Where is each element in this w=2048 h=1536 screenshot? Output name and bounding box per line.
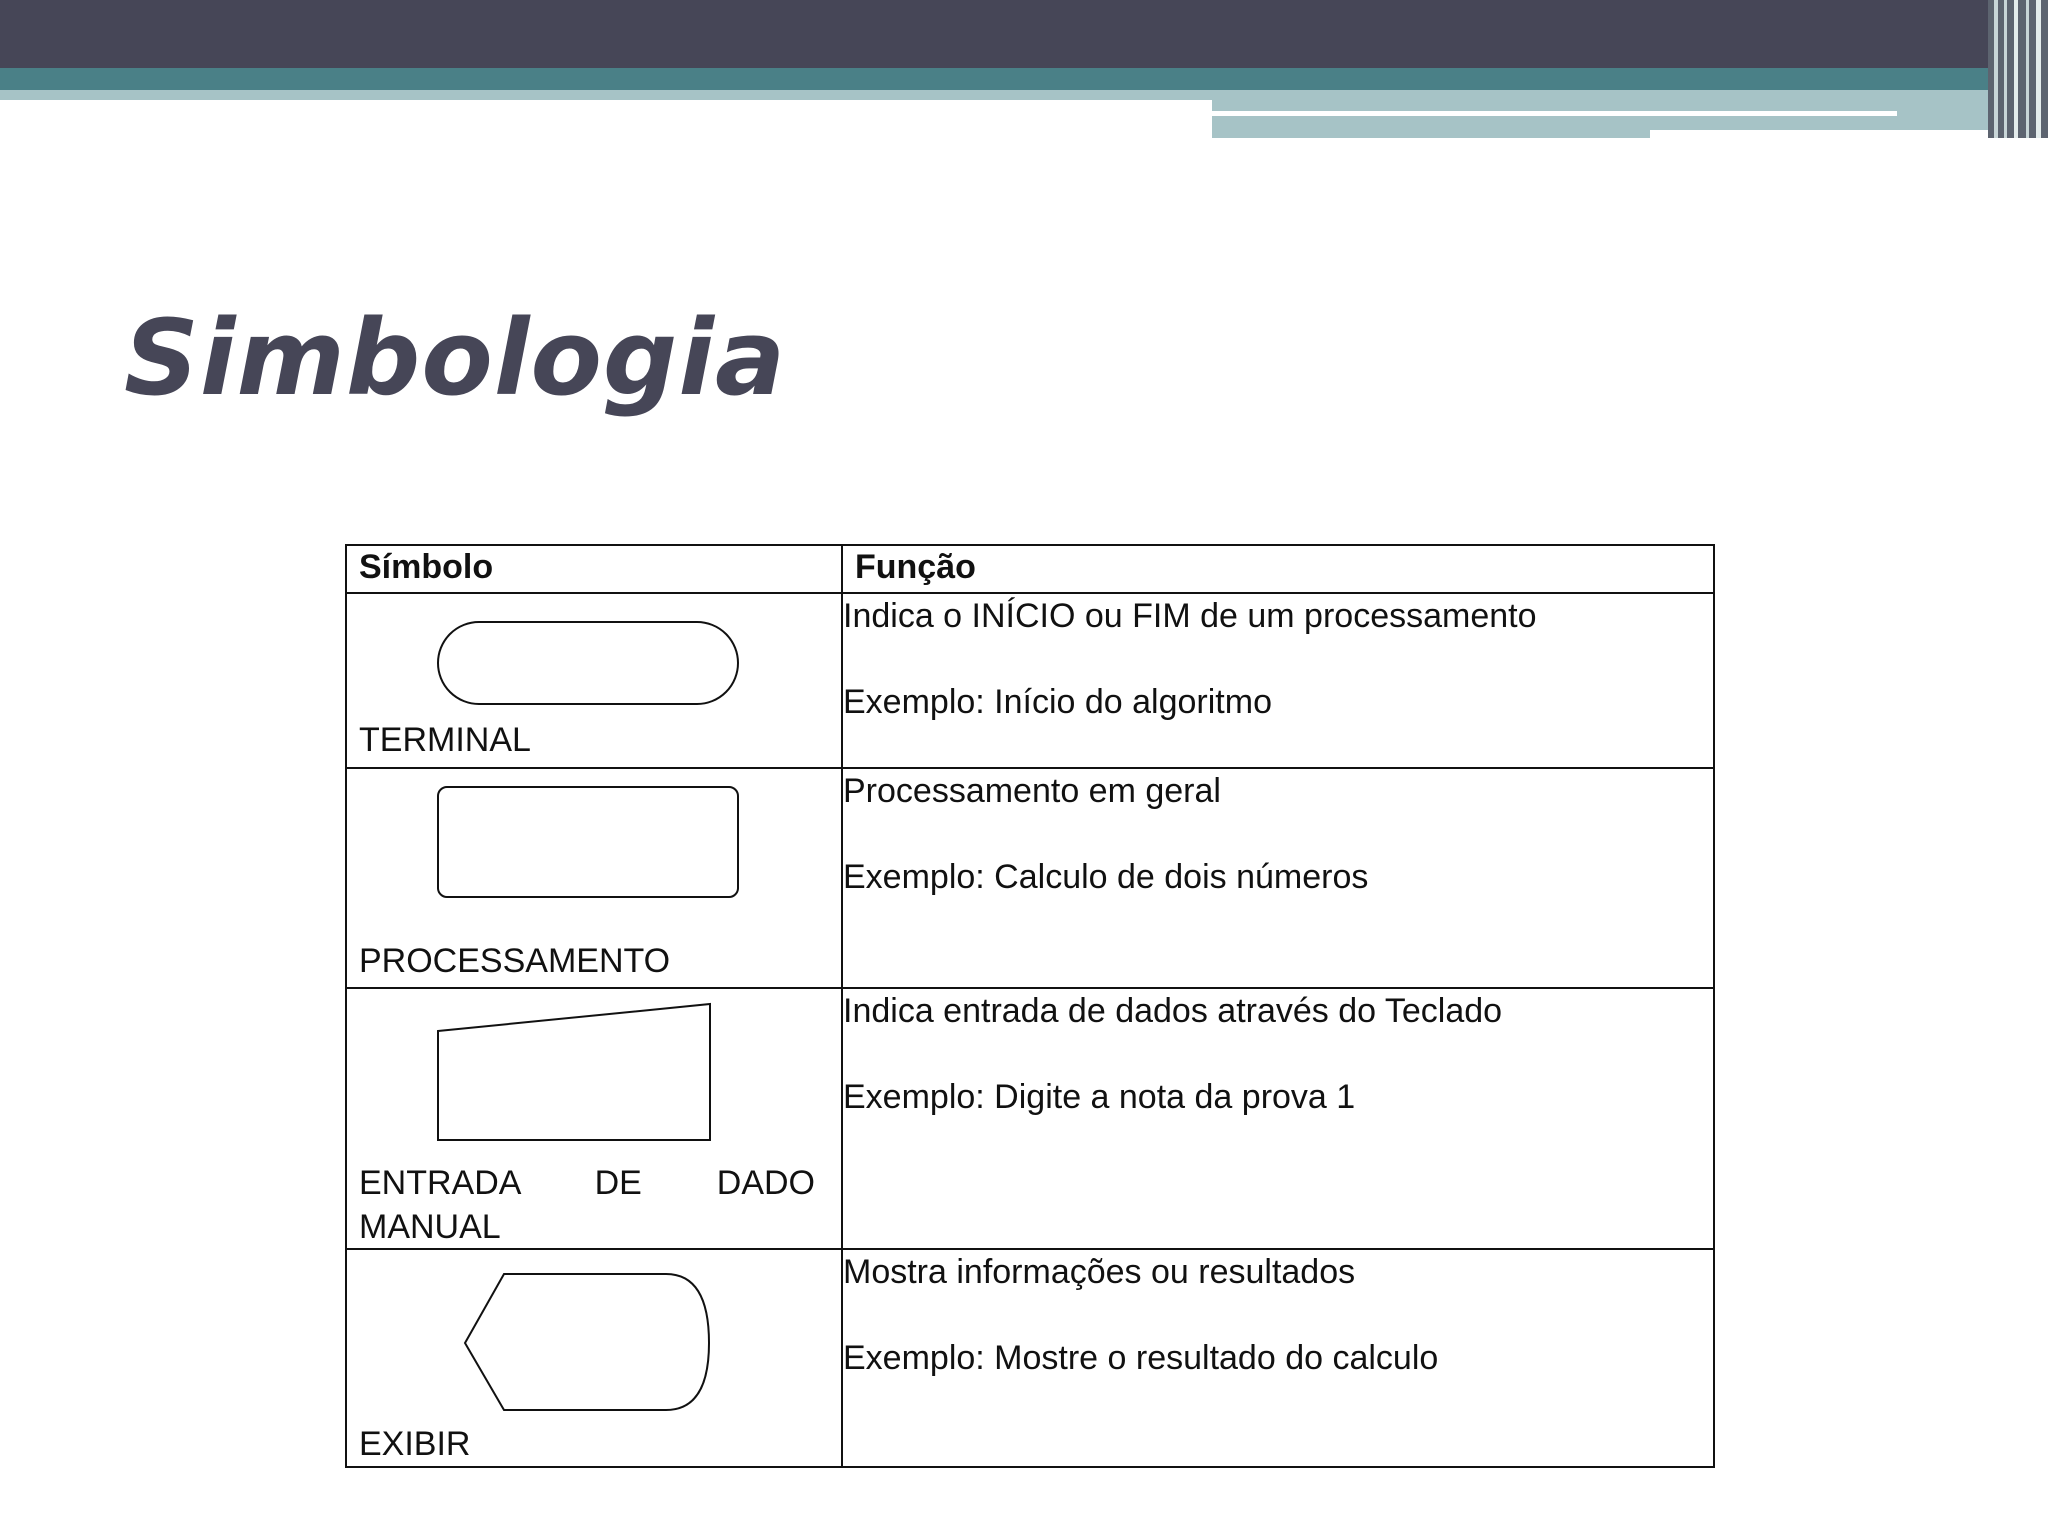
symbol-table: [345, 544, 1715, 1468]
header-band-teal: [0, 68, 2048, 90]
header-function: Função: [842, 545, 1714, 593]
function-description: Indica o INÍCIO ou FIM de um processamento: [843, 597, 1537, 635]
symbol-label: PROCESSAMENTO: [359, 942, 671, 980]
function-example: Exemplo: Calculo de dois números: [843, 858, 1369, 896]
symbol-cell: [346, 768, 842, 988]
symbol-label: EXIBIR: [359, 1425, 471, 1463]
symbol-cell: [346, 1249, 842, 1467]
symbol-label-word: ENTRADA: [359, 1164, 520, 1202]
slide-title: Simbologia: [124, 297, 787, 419]
table-row: [346, 988, 1714, 1249]
symbol-label-word: DE: [594, 1164, 642, 1202]
header-symbol: Símbolo: [346, 545, 842, 593]
function-cell: [842, 768, 1714, 988]
table-row: [346, 593, 1714, 768]
symbol-label-line2: MANUAL: [359, 1208, 501, 1246]
function-cell: [842, 988, 1714, 1249]
symbol-label-word: DADO: [716, 1164, 815, 1202]
header-divider-line-short: [1650, 130, 2006, 138]
table-header-row: [346, 545, 1714, 593]
symbol-cell: [346, 988, 842, 1249]
function-cell: [842, 1249, 1714, 1467]
function-example: Exemplo: Digite a nota da prova 1: [843, 1078, 1356, 1116]
header-edge-stripes: [1988, 0, 2048, 138]
function-description: Mostra informações ou resultados: [843, 1253, 1356, 1291]
symbol-label: TERMINAL: [359, 721, 531, 759]
function-example: Exemplo: Mostre o resultado do calculo: [843, 1339, 1439, 1377]
symbol-label-line1: [359, 1161, 815, 1205]
function-cell: [842, 593, 1714, 768]
function-description: Indica entrada de dados através do Teclado: [843, 992, 1503, 1030]
table-row: [346, 768, 1714, 988]
table-row: [346, 1249, 1714, 1467]
symbol-cell: [346, 593, 842, 768]
function-example: Exemplo: Início do algoritmo: [843, 683, 1272, 721]
header-band-pale: [0, 90, 1212, 100]
function-description: Processamento em geral: [843, 772, 1221, 810]
header-divider-line: [1212, 111, 1897, 116]
header-band-dark: [0, 0, 2048, 68]
